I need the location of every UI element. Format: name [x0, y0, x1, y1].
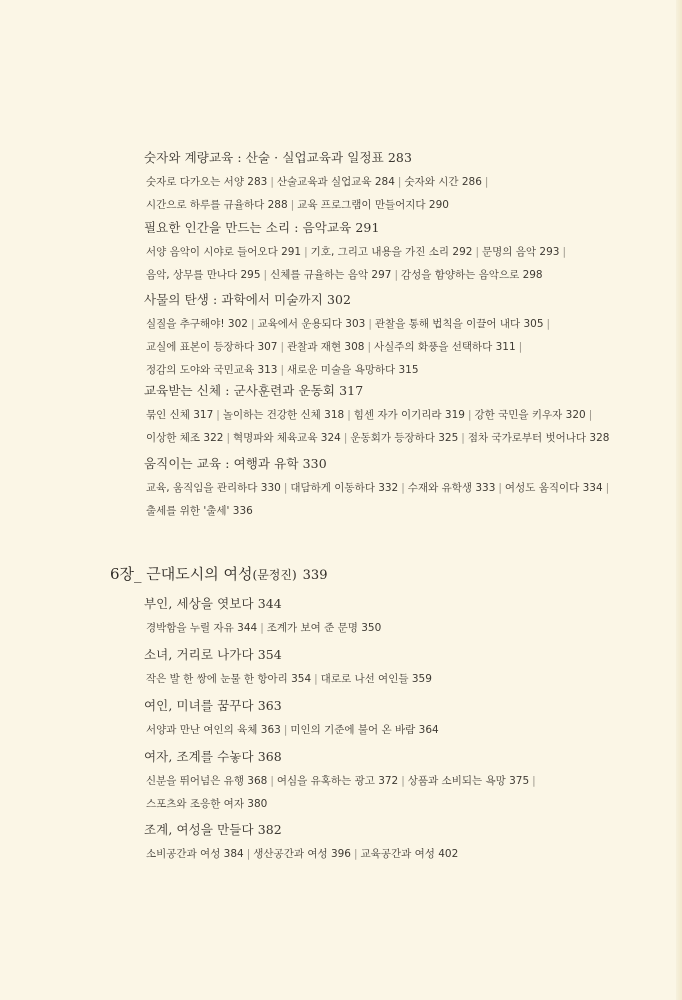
chapter-label: 6장_ 근대도시의 여성	[110, 565, 253, 583]
subsection-entry: 서양 음악이 시야로 들어오다 291	[146, 246, 302, 258]
subsection-entry: 힘센 자가 이기리라 319	[353, 409, 465, 421]
separator: |	[368, 318, 372, 330]
separator: |	[263, 269, 268, 281]
subsection-entry: 점차 국가로부터 벗어나다 328	[467, 432, 610, 444]
separator: |	[367, 341, 372, 353]
subsection-entry: 숫자로 다가오는 서양 283	[146, 176, 268, 188]
separator: |	[532, 775, 536, 787]
section-title: 부인, 세상을 엿보다 344	[144, 596, 282, 611]
subsection-line	[146, 430, 609, 445]
separator: |	[283, 482, 288, 494]
separator: |	[467, 409, 472, 421]
separator: |	[280, 364, 285, 376]
section-title: 교육받는 신체 : 군사훈련과 운동회 317	[144, 383, 364, 398]
section-title: 필요한 인간을 만드는 소리 : 음악교육 291	[144, 220, 380, 235]
subsection-line	[146, 267, 543, 282]
section-title: 여인, 미녀를 꿈꾸다 363	[144, 698, 282, 713]
separator: |	[498, 482, 502, 494]
separator: |	[475, 246, 479, 258]
subsection-entry: 신분을 뛰어넘은 유행 368	[146, 775, 268, 787]
subsection-entry: 사실주의 화풍을 선택하다 311	[374, 341, 516, 353]
separator: |	[484, 176, 489, 188]
separator: |	[304, 246, 308, 258]
separator: |	[401, 482, 405, 494]
subsection-entry: 교육, 움직임을 관리하다 330	[146, 482, 281, 494]
separator: |	[226, 432, 230, 444]
subsection-entry: 묶인 신체 317	[146, 409, 214, 421]
subsection-line	[146, 407, 595, 422]
separator: |	[270, 176, 274, 188]
subsection-entry: 출세를 위한 '출세' 336	[146, 505, 253, 517]
section-title: 사물의 탄생 : 과학에서 미술까지 302	[144, 292, 352, 307]
subsection-entry: 운동회가 등장하다 325	[350, 432, 459, 444]
subsection-line	[146, 174, 491, 189]
subsection-entry: 교실에 표본이 등장하다 307	[146, 341, 278, 353]
subsection-line	[146, 796, 267, 811]
separator: |	[270, 775, 274, 787]
subsection-line	[146, 722, 439, 737]
page-edge	[676, 0, 682, 1000]
subsection-entry: 관찰과 재현 308	[287, 341, 365, 353]
subsection-entry: 음악, 상무를 만나다 295	[146, 269, 261, 281]
separator: |	[397, 176, 402, 188]
subsection-entry: 교육 프로그램이 만들어지다 290	[297, 199, 449, 211]
subsection-line	[146, 197, 449, 212]
subsection-line	[146, 339, 525, 354]
subsection-entry: 이상한 체조 322	[146, 432, 224, 444]
subsection-entry: 관찰을 통해 법칙을 이끌어 내다 305	[374, 318, 544, 330]
subsection-entry: 소비공간과 여성 384	[146, 848, 244, 860]
separator: |	[546, 318, 551, 330]
separator: |	[216, 409, 220, 421]
subsection-entry: 감성을 함양하는 음악으로 298	[400, 269, 543, 281]
separator: |	[280, 341, 285, 353]
subsection-line	[146, 846, 458, 861]
separator: |	[401, 775, 405, 787]
subsection-entry: 대로로 나선 여인들 359	[320, 673, 432, 685]
section-title: 숫자와 계량교육 : 산술 · 실업교육과 일정표 283	[144, 150, 413, 165]
subsection-line	[146, 316, 553, 331]
subsection-entry: 산술교육과 실업교육 284	[276, 176, 395, 188]
subsection-entry: 강한 국민을 키우자 320	[474, 409, 586, 421]
subsection-line	[146, 480, 612, 495]
subsection-entry: 문명의 음악 293	[482, 246, 560, 258]
subsection-entry: 여성도 움직이다 334	[504, 482, 603, 494]
subsection-line	[146, 620, 381, 635]
subsection-entry: 스포츠와 조응한 여자 380	[146, 798, 268, 810]
subsection-entry: 신체를 규율하는 음악 297	[270, 269, 392, 281]
section-title: 움직이는 교육 : 여행과 유학 330	[144, 456, 327, 471]
subsection-entry: 새로운 미술을 욕망하다 315	[287, 364, 419, 376]
subsection-entry: 생산공간과 여성 396	[253, 848, 351, 860]
separator: |	[518, 341, 523, 353]
subsection-line	[146, 244, 569, 259]
subsection-entry: 시간으로 하루를 규율하다 288	[146, 199, 288, 211]
separator: |	[394, 269, 398, 281]
subsection-entry: 작은 발 한 쌍에 눈물 한 항아리 354	[146, 673, 312, 685]
section-title: 소녀, 거리로 나가다 354	[144, 647, 282, 662]
subsection-entry: 수재와 유학생 333	[407, 482, 496, 494]
chapter-heading	[110, 563, 327, 584]
separator: |	[250, 318, 255, 330]
subsection-entry: 경박함을 누릴 자유 344	[146, 622, 258, 634]
section-title: 조계, 여성을 만들다 382	[144, 822, 282, 837]
separator: |	[314, 673, 318, 685]
chapter-page: 339	[302, 568, 328, 583]
subsection-entry: 대담하게 이동하다 332	[290, 482, 399, 494]
subsection-line	[146, 773, 539, 788]
chapter-author: (문정진)	[252, 568, 297, 582]
subsection-entry: 정감의 도야와 국민교육 313	[146, 364, 278, 376]
separator: |	[605, 482, 610, 494]
subsection-entry: 놀이하는 건강한 신체 318	[222, 409, 345, 421]
separator: |	[283, 724, 288, 736]
separator: |	[290, 199, 295, 211]
separator: |	[246, 848, 251, 860]
subsection-entry: 교육에서 운용되다 303	[257, 318, 366, 330]
subsection-entry: 기호, 그리고 내용을 가진 소리 292	[310, 246, 473, 258]
separator: |	[347, 409, 351, 421]
subsection-entry: 혁명파와 체육교육 324	[232, 432, 341, 444]
separator: |	[353, 848, 358, 860]
subsection-entry: 조계가 보여 준 문명 350	[266, 622, 382, 634]
subsection-entry: 교육공간과 여성 402	[360, 848, 459, 860]
subsection-line	[146, 503, 253, 518]
separator: |	[562, 246, 566, 258]
subsection-entry: 서양과 만난 여인의 육체 363	[146, 724, 281, 736]
separator: |	[588, 409, 593, 421]
subsection-entry: 여심을 유혹하는 광고 372	[276, 775, 399, 787]
separator: |	[260, 622, 264, 634]
separator: |	[461, 432, 465, 444]
separator: |	[343, 432, 348, 444]
subsection-entry: 실질을 추구해야! 302	[146, 318, 248, 330]
subsection-entry: 미인의 기준에 불어 온 바람 364	[290, 724, 439, 736]
subsection-entry: 상품과 소비되는 욕망 375	[407, 775, 530, 787]
section-title: 여자, 조계를 수놓다 368	[144, 749, 282, 764]
subsection-line	[146, 671, 432, 686]
subsection-entry: 숫자와 시간 286	[404, 176, 482, 188]
subsection-line	[146, 362, 419, 377]
